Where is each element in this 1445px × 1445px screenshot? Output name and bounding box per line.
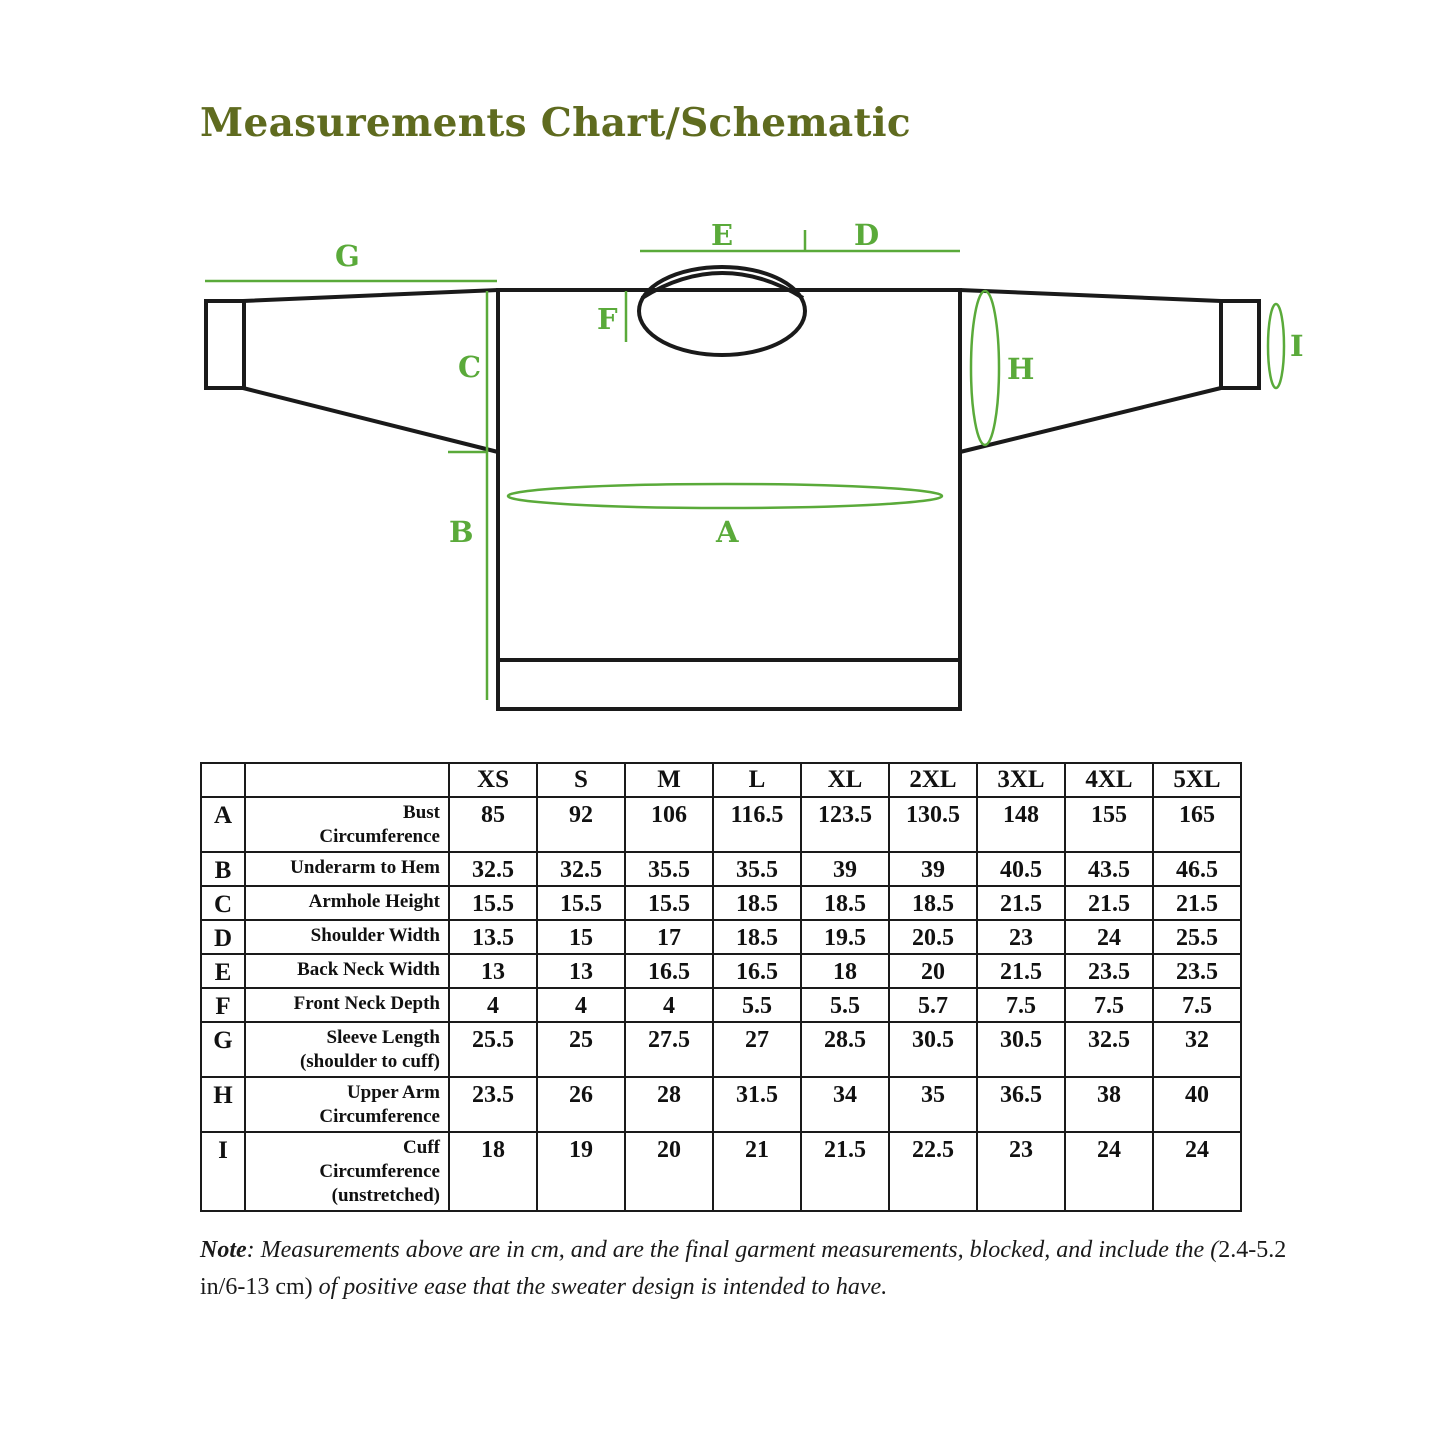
header-cell-blank <box>201 763 245 797</box>
size-header: 3XL <box>977 763 1065 797</box>
measurement-value: 32.5 <box>537 852 625 886</box>
measurement-value: 24 <box>1153 1132 1241 1211</box>
size-header: M <box>625 763 713 797</box>
note-text-part2: 2.4-5.2 in/6-13 cm) <box>200 1237 1287 1300</box>
measurement-value: 5.5 <box>801 988 889 1022</box>
label-a: A <box>716 515 739 549</box>
measurement-value: 13 <box>449 954 537 988</box>
measurement-value: 28.5 <box>801 1022 889 1077</box>
sweater-body <box>498 290 960 709</box>
table-row <box>201 1132 1241 1211</box>
measurement-value: 16.5 <box>625 954 713 988</box>
measurement-value: 20 <box>625 1132 713 1211</box>
measurement-value: 23.5 <box>1153 954 1241 988</box>
label-d: D <box>854 218 880 252</box>
measurement-name: Cuff Circumference (unstretched) <box>245 1132 449 1211</box>
table-row <box>201 1077 1241 1132</box>
measurement-value: 46.5 <box>1153 852 1241 886</box>
measurement-value: 15 <box>537 920 625 954</box>
measurements-table <box>200 762 1242 1212</box>
page-title: Measurements Chart/Schematic <box>200 100 911 146</box>
measurement-name: Front Neck Depth <box>245 988 449 1022</box>
measurement-value: 35.5 <box>713 852 801 886</box>
measurement-value: 116.5 <box>713 797 801 852</box>
measurement-value: 18 <box>801 954 889 988</box>
table-row <box>201 886 1241 920</box>
measurement-name: Upper Arm Circumference <box>245 1077 449 1132</box>
measurement-code: C <box>201 886 245 920</box>
measurement-value: 4 <box>449 988 537 1022</box>
measurement-value: 25.5 <box>449 1022 537 1077</box>
measurement-value: 36.5 <box>977 1077 1065 1132</box>
measurement-value: 15.5 <box>449 886 537 920</box>
table-row <box>201 1022 1241 1077</box>
dimension-guides <box>205 230 1284 700</box>
label-c: C <box>458 350 482 384</box>
label-e: E <box>711 218 734 252</box>
size-header: 2XL <box>889 763 977 797</box>
measurement-value: 21.5 <box>801 1132 889 1211</box>
size-header: S <box>537 763 625 797</box>
note-text-part1: : Measurements above are in cm, and are the final garment measurements, blocked, and include the ( <box>246 1237 1219 1263</box>
measurement-value: 32.5 <box>449 852 537 886</box>
measurement-value: 35 <box>889 1077 977 1132</box>
measurement-code: G <box>201 1022 245 1077</box>
measurement-value: 20 <box>889 954 977 988</box>
sweater-schematic <box>0 200 1445 720</box>
label-b: B <box>449 515 474 549</box>
measurement-name: Sleeve Length (shoulder to cuff) <box>245 1022 449 1077</box>
measurement-value: 19.5 <box>801 920 889 954</box>
measurement-code: B <box>201 852 245 886</box>
left-cuff <box>206 301 244 388</box>
measurement-value: 23.5 <box>1065 954 1153 988</box>
table-row <box>201 852 1241 886</box>
label-f: F <box>597 302 618 336</box>
measurement-value: 38 <box>1065 1077 1153 1132</box>
measurement-value: 4 <box>537 988 625 1022</box>
label-g: G <box>335 239 360 273</box>
measurement-value: 34 <box>801 1077 889 1132</box>
measurement-value: 19 <box>537 1132 625 1211</box>
measurement-value: 30.5 <box>977 1022 1065 1077</box>
size-header: 4XL <box>1065 763 1153 797</box>
measurement-code: E <box>201 954 245 988</box>
table-row <box>201 797 1241 852</box>
measurement-code: I <box>201 1132 245 1211</box>
measurement-value: 4 <box>625 988 713 1022</box>
measurement-value: 24 <box>1065 920 1153 954</box>
measurement-value: 13.5 <box>449 920 537 954</box>
measurement-value: 22.5 <box>889 1132 977 1211</box>
measurement-name: Bust Circumference <box>245 797 449 852</box>
label-h: H <box>1007 352 1035 386</box>
measurement-value: 32 <box>1153 1022 1241 1077</box>
measurement-value: 30.5 <box>889 1022 977 1077</box>
measurement-value: 26 <box>537 1077 625 1132</box>
note-text-part3: of positive ease that the sweater design is intended to have. <box>312 1274 888 1300</box>
measurement-value: 92 <box>537 797 625 852</box>
size-header: L <box>713 763 801 797</box>
measurement-value: 18.5 <box>801 886 889 920</box>
measurement-value: 40.5 <box>977 852 1065 886</box>
measurement-value: 18.5 <box>889 886 977 920</box>
size-header: XL <box>801 763 889 797</box>
measurement-value: 21 <box>713 1132 801 1211</box>
measurement-value: 18.5 <box>713 920 801 954</box>
measurement-value: 23.5 <box>449 1077 537 1132</box>
size-header: XS <box>449 763 537 797</box>
measurement-name: Back Neck Width <box>245 954 449 988</box>
measurement-value: 13 <box>537 954 625 988</box>
measurement-value: 23 <box>977 1132 1065 1211</box>
measurement-value: 123.5 <box>801 797 889 852</box>
header-cell-blank <box>245 763 449 797</box>
measurement-value: 7.5 <box>1153 988 1241 1022</box>
measurement-value: 40 <box>1153 1077 1241 1132</box>
measurement-value: 32.5 <box>1065 1022 1153 1077</box>
measurement-value: 5.5 <box>713 988 801 1022</box>
sweater-outline <box>206 267 1259 709</box>
measurement-value: 23 <box>977 920 1065 954</box>
measurement-value: 31.5 <box>713 1077 801 1132</box>
size-header: 5XL <box>1153 763 1241 797</box>
measurement-value: 18 <box>449 1132 537 1211</box>
measurement-value: 20.5 <box>889 920 977 954</box>
measurement-value: 130.5 <box>889 797 977 852</box>
measurement-code: D <box>201 920 245 954</box>
measurement-value: 16.5 <box>713 954 801 988</box>
measurement-value: 43.5 <box>1065 852 1153 886</box>
measurement-value: 39 <box>889 852 977 886</box>
measurement-name: Underarm to Hem <box>245 852 449 886</box>
measurement-value: 28 <box>625 1077 713 1132</box>
measurement-value: 5.7 <box>889 988 977 1022</box>
measurement-value: 27 <box>713 1022 801 1077</box>
measurement-value: 25.5 <box>1153 920 1241 954</box>
table-row <box>201 920 1241 954</box>
measurement-value: 155 <box>1065 797 1153 852</box>
measurement-code: H <box>201 1077 245 1132</box>
measurement-name: Armhole Height <box>245 886 449 920</box>
guide-ellipse-h <box>971 291 999 445</box>
guide-ellipse-i <box>1268 304 1284 388</box>
measurement-value: 18.5 <box>713 886 801 920</box>
measurement-value: 25 <box>537 1022 625 1077</box>
table-row <box>201 988 1241 1022</box>
measurement-value: 85 <box>449 797 537 852</box>
measurement-value: 106 <box>625 797 713 852</box>
table-header-row <box>201 763 1241 797</box>
measurement-value: 39 <box>801 852 889 886</box>
measurement-value: 165 <box>1153 797 1241 852</box>
measurement-value: 21.5 <box>977 886 1065 920</box>
measurement-value: 7.5 <box>1065 988 1153 1022</box>
right-cuff <box>1221 301 1259 388</box>
table-row <box>201 954 1241 988</box>
measurement-value: 35.5 <box>625 852 713 886</box>
measurement-value: 21.5 <box>1153 886 1241 920</box>
measurement-value: 17 <box>625 920 713 954</box>
measurement-code: F <box>201 988 245 1022</box>
measurement-value: 27.5 <box>625 1022 713 1077</box>
measurement-value: 21.5 <box>977 954 1065 988</box>
neck-opening-outer <box>639 267 805 355</box>
measurement-name: Shoulder Width <box>245 920 449 954</box>
guide-ellipse-a <box>508 484 942 508</box>
label-i: I <box>1290 329 1304 363</box>
measurement-code: A <box>201 797 245 852</box>
measurement-value: 148 <box>977 797 1065 852</box>
measurement-value: 15.5 <box>625 886 713 920</box>
note-label: Note <box>200 1237 247 1263</box>
table-body <box>201 797 1241 1211</box>
measurement-value: 21.5 <box>1065 886 1153 920</box>
measurement-value: 24 <box>1065 1132 1153 1211</box>
dimension-labels <box>335 218 1304 549</box>
measurement-value: 15.5 <box>537 886 625 920</box>
measurement-value: 7.5 <box>977 988 1065 1022</box>
note-paragraph <box>200 1232 1300 1306</box>
